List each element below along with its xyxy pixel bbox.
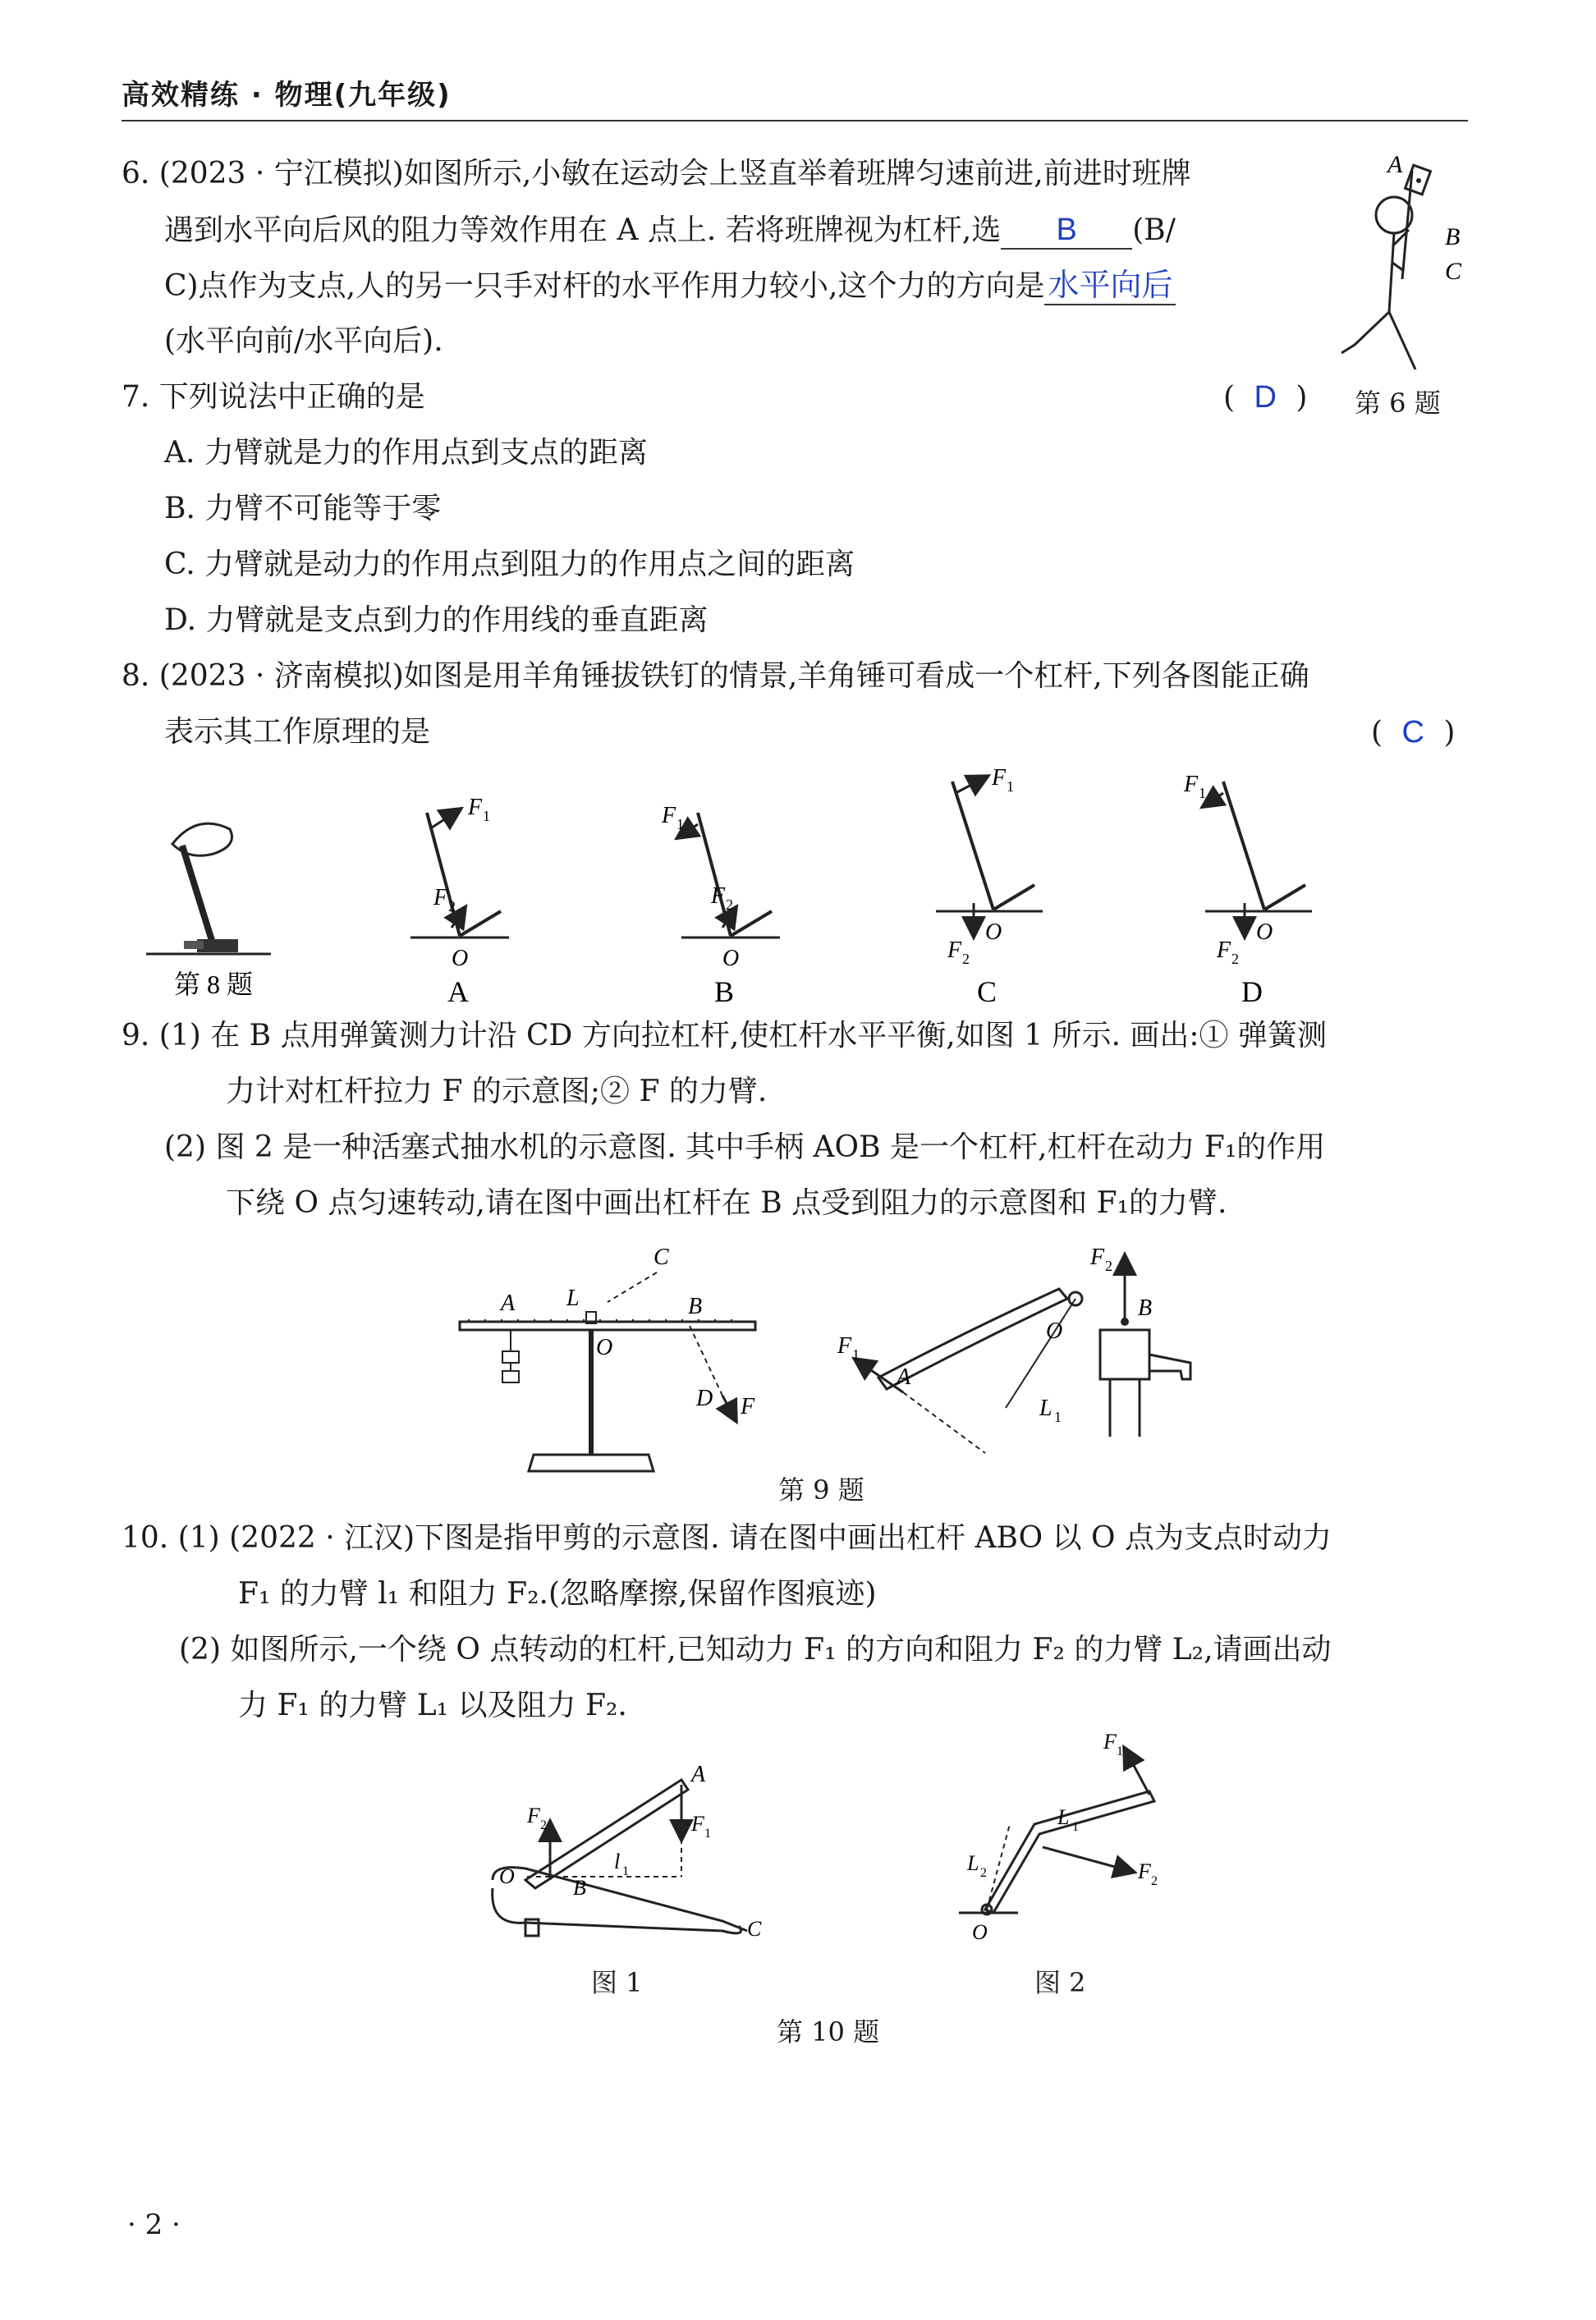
q9-fig1-beam [460, 1322, 755, 1330]
q10-fig1-label-f2: F [527, 1804, 540, 1827]
q6-line-3-text: C)点作为支点,人的另一只手对杆的水平作用力较小,这个力的方向是 [164, 269, 1045, 303]
q8-d-lever [1223, 782, 1264, 910]
q10-fig2-label-l1-sub: 1 [1072, 1820, 1079, 1834]
q8-hammer-hand [172, 823, 232, 855]
q10-fig1-label-f2-sub: 2 [540, 1818, 547, 1832]
q10-fig1-label-c: C [747, 1917, 762, 1941]
q8-paren-open: ( [1371, 716, 1383, 750]
q6-sign-dot [1416, 178, 1421, 183]
q8-d-f1-label: F [1184, 772, 1199, 797]
q7-stem: 7. 下列说法中正确的是 [122, 380, 425, 414]
q9-fig2 [837, 1245, 1190, 1453]
q9-fig1-cd-line-1 [608, 1272, 657, 1302]
q10-fig1 [493, 1762, 762, 1941]
q6-answer-2: 水平向后 [1044, 268, 1176, 305]
q8-a-f1-label: F [468, 795, 483, 820]
q8-b-lever [698, 813, 731, 936]
q9-fig2-label-o: O [1046, 1318, 1063, 1344]
q10-fig1-label-b: B [573, 1876, 586, 1900]
q10-part1-line-1: 10. (1) (2022 · 江汉)下图是指甲剪的示意图. 请在图中画出杠杆 ABO 以 O 点为支点时动力 [122, 1521, 1332, 1555]
q10-figures [476, 1716, 1182, 1954]
q6-label-c: C [1445, 258, 1462, 285]
q6-label-a: A [1387, 151, 1403, 178]
q8-a-f1-sub: 1 [483, 808, 490, 824]
q8-c-claw [993, 885, 1034, 910]
q10-fig2-label-l2: L [967, 1851, 979, 1875]
q10-fig1-label-a: A [691, 1762, 706, 1787]
q10-fig2-label-f1: F [1103, 1730, 1117, 1754]
q10-part1-line-2: F₁ 的力臂 l₁ 和阻力 F₂.(忽略摩擦,保留作图痕迹) [238, 1577, 877, 1611]
q6-foot-left [1341, 345, 1355, 353]
q7-option-d: D. 力臂就是支点到力的作用线的垂直距离 [164, 603, 709, 637]
q9-fig1-label-a: A [501, 1291, 516, 1316]
q9-fig2-label-a: A [897, 1364, 911, 1390]
q9-part1-line-1: 9. (1) 在 B 点用弹簧测力计沿 CD 方向拉杠杆,使杠杆水平平衡,如图 1 所示. 画出:① 弹簧测 [122, 1019, 1328, 1052]
q9-fig2-label-f1: F [837, 1333, 852, 1359]
q8-paren-close: ) [1443, 716, 1456, 750]
q10-fig1-label-o: O [499, 1864, 515, 1888]
q8-hammer-scene [146, 823, 271, 954]
q8-option-c-diagram [936, 765, 1043, 967]
q9-fig2-label-b: B [1138, 1295, 1153, 1321]
q7-paren-open: ( [1223, 381, 1236, 415]
q9-fig1-weight-2 [502, 1371, 519, 1382]
q8-b-o-label: O [722, 946, 740, 971]
q9-fig1-label-l: L [566, 1286, 580, 1311]
q8-option-a-diagram [410, 795, 509, 971]
q8-figures [123, 763, 1355, 1010]
q9-fig2-cylinder [1100, 1330, 1149, 1379]
q9-part1-line-2: 力计对杠杆拉力 F 的示意图;② F 的力臂. [226, 1075, 768, 1108]
q8-answer-paren [1371, 714, 1455, 751]
q10-fig2-label-o: O [972, 1920, 988, 1944]
q8-c-o-label: O [985, 919, 1002, 945]
q10-part2-line-1: (2) 如图所示,一个绕 O 点转动的杠杆,已知动力 F₁ 的方向和阻力 F₂ 的力臂 L₂,请画出动 [179, 1633, 1332, 1667]
q8-a-o-label: O [452, 946, 469, 971]
q8-d-f1 [1204, 793, 1223, 806]
q9-fig1-label-b: B [688, 1294, 703, 1319]
q10-fig1-caption: 图 1 [591, 1967, 643, 1998]
q9-part2-line-2: 下绕 O 点匀速转动,请在图中画出杠杆在 B 点受到阻力的示意图和 F₁的力臂. [226, 1186, 1227, 1220]
q6-line-3 [164, 268, 1176, 305]
q9-fig2-label-l1-sub: 1 [1054, 1409, 1062, 1425]
q10-fig1-label-l1: l [614, 1850, 621, 1873]
q10-fig2-label-l1: L [1057, 1805, 1070, 1829]
q8-c-f1 [956, 777, 987, 793]
q8-d-o-label: O [1256, 919, 1273, 945]
q9-fig1-base [529, 1455, 654, 1471]
q10-fig2-l2-line [987, 1824, 1010, 1910]
q6-figure [1330, 148, 1470, 386]
q9-fig2-point-b [1121, 1318, 1129, 1326]
q8-d-f1-sub: 1 [1199, 785, 1206, 801]
q8-option-d-diagram [1183, 772, 1312, 967]
q10-fig2-f1-arrow [1125, 1749, 1149, 1795]
q10-fig1-label-f1-sub: 1 [704, 1827, 711, 1841]
q6-leg-right [1389, 312, 1415, 369]
q8-a-f2-label: F [433, 885, 448, 910]
q7-option-b: B. 力臂不可能等于零 [164, 492, 442, 525]
q10-fig2-label-f2: F [1138, 1859, 1151, 1883]
q10-fig2-label-f1-sub: 1 [1117, 1745, 1123, 1758]
q8-line-1: 8. (2023 · 济南模拟)如图是用羊角锤拔铁钉的情景,羊角锤可看成一个杠杆,下列各图能正确 [122, 659, 1309, 693]
q6-line-2-text: 遇到水平向后风的阻力等效作用在 A 点上. 若将班牌视为杠杆,选 [164, 213, 1002, 247]
q8-option-b-label: B [714, 975, 735, 1008]
q8-d-f2-label: F [1217, 938, 1231, 963]
q9-fig2-label-l1: L [1039, 1396, 1053, 1421]
q9-figures [443, 1240, 1281, 1502]
q10-fig2-caption: 图 2 [1034, 1967, 1086, 1998]
q6-leg-left [1355, 312, 1389, 345]
q8-option-a-label: A [447, 975, 469, 1008]
q10-fig1-body-lower [493, 1888, 741, 1933]
q8-hammer-handle [182, 846, 213, 946]
q9-fig1-label-c: C [654, 1245, 669, 1270]
q8-d-claw [1264, 885, 1305, 910]
q8-answer: C [1401, 715, 1424, 750]
q8-c-f1-sub: 1 [1007, 778, 1014, 795]
q10-fig2 [959, 1730, 1158, 1944]
q10-caption: 第 10 题 [777, 2016, 880, 2047]
q8-a-f1 [432, 809, 460, 828]
q8-b-f1-sub: 1 [676, 816, 684, 832]
q8-fig-caption: 第 8 题 [174, 970, 254, 999]
page-header: 高效精练 · 物理(九年级) [122, 79, 452, 112]
q8-hammer-nail [184, 941, 204, 949]
q10-fig1-label-f1: F [691, 1812, 704, 1836]
q8-line-2: 表示其工作原理的是 [164, 715, 431, 749]
q10-part2-line-2: 力 F₁ 的力臂 L₁ 以及阻力 F₂. [238, 1689, 627, 1722]
q10-fig2-lever [985, 1791, 1154, 1913]
q8-a-lever [427, 813, 460, 936]
q9-fig2-label-f2: F [1090, 1245, 1105, 1270]
q6-line-2-tail: (B/ [1132, 213, 1176, 247]
q8-c-lever [952, 782, 993, 910]
q7-answer-paren [1223, 379, 1307, 416]
q9-fig1 [460, 1245, 755, 1471]
q9-fig1-force-f [722, 1396, 736, 1420]
q9-fig2-l1-line [1006, 1299, 1075, 1408]
q7-option-a: A. 力臂就是力的作用点到支点的距离 [164, 436, 648, 470]
q9-fig1-weight-1 [502, 1351, 519, 1363]
q9-fig1-label-f: F [741, 1394, 755, 1419]
q8-b-f1-label: F [662, 803, 676, 828]
q7-paren-close: ) [1296, 381, 1308, 415]
q8-c-f1-label: F [992, 765, 1007, 791]
header-rule [122, 120, 1468, 122]
q8-c-f2-label: F [947, 938, 962, 963]
q9-fig1-label-d: D [696, 1386, 713, 1411]
q8-b-f2-sub: 2 [726, 896, 733, 913]
q8-option-b-diagram [661, 803, 780, 971]
q10-fig2-label-f2-sub: 2 [1151, 1874, 1158, 1888]
q10-fig1-label-l1-sub: 1 [622, 1864, 629, 1878]
q10-fig2-label-l2-sub: 2 [980, 1866, 987, 1880]
q10-fig2-f2-line [1043, 1847, 1133, 1872]
q7-answer: D [1254, 380, 1277, 415]
q7-option-c: C. 力臂就是动力的作用点到阻力的作用点之间的距离 [164, 548, 855, 581]
q9-caption: 第 9 题 [778, 1474, 864, 1506]
q6-line-4: (水平向前/水平向后). [164, 324, 443, 358]
q6-label-b: B [1445, 223, 1461, 250]
q9-part2-line-1: (2) 图 2 是一种活塞式抽水机的示意图. 其中手柄 AOB 是一个杠杆,杠杆在动力 F₁的作用 [164, 1130, 1326, 1164]
q9-fig2-label-f2-sub: 2 [1105, 1258, 1112, 1274]
q8-a-claw [460, 911, 501, 936]
q8-a-f2-sub: 2 [448, 898, 456, 915]
q6-caption: 第 6 题 [1355, 387, 1441, 419]
q8-c-f2-sub: 2 [962, 951, 970, 967]
q8-d-f2-sub: 2 [1231, 951, 1239, 967]
q9-fig2-f1-extension [903, 1392, 985, 1453]
q9-fig1-label-o: O [596, 1335, 613, 1360]
q9-fig2-label-f1-sub: 1 [852, 1346, 860, 1363]
q8-b-claw [731, 911, 772, 936]
q6-answer-1: B [1001, 212, 1132, 250]
page-number: · 2 · [127, 2208, 181, 2241]
q8-option-c-label: C [977, 975, 998, 1008]
q9-fig2-spout [1149, 1355, 1190, 1379]
q8-option-d-label: D [1241, 975, 1263, 1008]
q8-b-f2-label: F [711, 883, 726, 909]
q6-line-1: 6. (2023 · 宁江模拟)如图所示,小敏在运动会上竖直举着班牌匀速前进,前进时班牌 [122, 157, 1191, 190]
q6-line-2 [164, 212, 1176, 250]
